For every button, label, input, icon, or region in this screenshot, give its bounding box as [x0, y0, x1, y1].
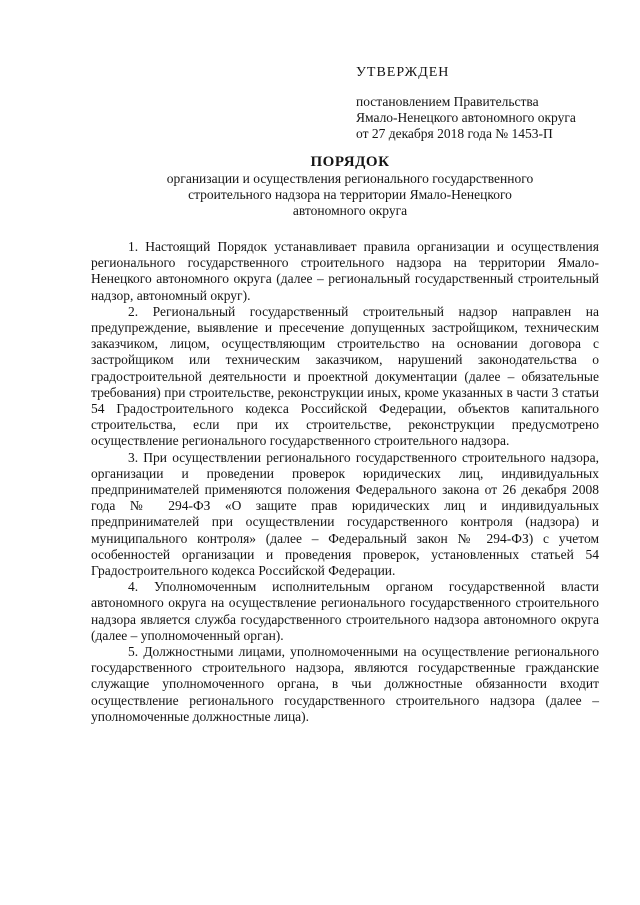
title-heading: ПОРЯДОК: [310, 154, 390, 170]
title-line-2: строительного надзора на территории Ямало-Ненецкого: [188, 187, 512, 202]
document-body: [91, 239, 599, 725]
approval-heading: УТВЕРЖДЕН: [356, 65, 450, 80]
paragraph-4: 4. Уполномоченным исполнительным органом государственной власти автономного округа на осуществление регионального государственного строительного надзора является служба государственного строительного надзора автономного округа (далее – уполномоченный орган).: [91, 579, 599, 643]
approval-line-decree: постановлением Правительства: [356, 94, 539, 109]
paragraph-3: 3. При осуществлении регионального государственного строительного надзора, организации и проведении проверок юридических лиц, индивидуальных предпринимателей применяются положения Федерального закона от 26 декабря 2008 года № 294-ФЗ «О защите прав юридических лиц и индивидуальных предпринимателей при осуществлении государственного контроля (надзора) и муниципального контроля» (далее – Федеральный закон № 294-ФЗ) с учетом особенностей организации и проведения проверок, установленных статьей 54 Градостроительного кодекса Российской Федерации.: [91, 449, 599, 579]
document-title: [90, 153, 610, 219]
title-line-3: автономного округа: [292, 203, 408, 218]
approval-line-date: от 27 декабря 2018 года № 1453-П: [356, 126, 553, 141]
approval-line-region: Ямало-Ненецкого автономного округа: [356, 110, 576, 125]
approval-stamp: [356, 62, 576, 142]
paragraph-5: 5. Должностными лицами, уполномоченными на осуществление регионального государственного строительного надзора, являются государственные гражданские служащие уполномоченного органа, в чьи должностные обязанности входит осуществление регионального государственного строительного надзора (далее – уполномоченные должностные лица).: [91, 644, 599, 724]
paragraph-1: 1. Настоящий Порядок устанавливает правила организации и осуществления регионального государственного строительного надзора на территории Ямало-Ненецкого автономного округа (далее – региональный государственный строительный надзор, автономный округ).: [91, 239, 599, 303]
title-line-1: организации и осуществления регионального государственного: [166, 171, 534, 186]
paragraph-2: 2. Региональный государственный строительный надзор направлен на предупреждение, выявление и пресечение допущенных застройщиком, техническим заказчиком, лицом, осуществляющим строительство на основании договора с застройщиком или техническим заказчиком, нарушений законодательства о градостроительной деятельности и проектной документации (далее – обязательные требования) при строительстве, реконструкции иных, кроме указанных в части 3 статьи 54 Градостроительного кодекса Российской Федерации, объектов капитального строительства, если при их строительстве, реконструкции предусмотрено осуществление регионального государственного строительного надзора.: [91, 303, 599, 449]
